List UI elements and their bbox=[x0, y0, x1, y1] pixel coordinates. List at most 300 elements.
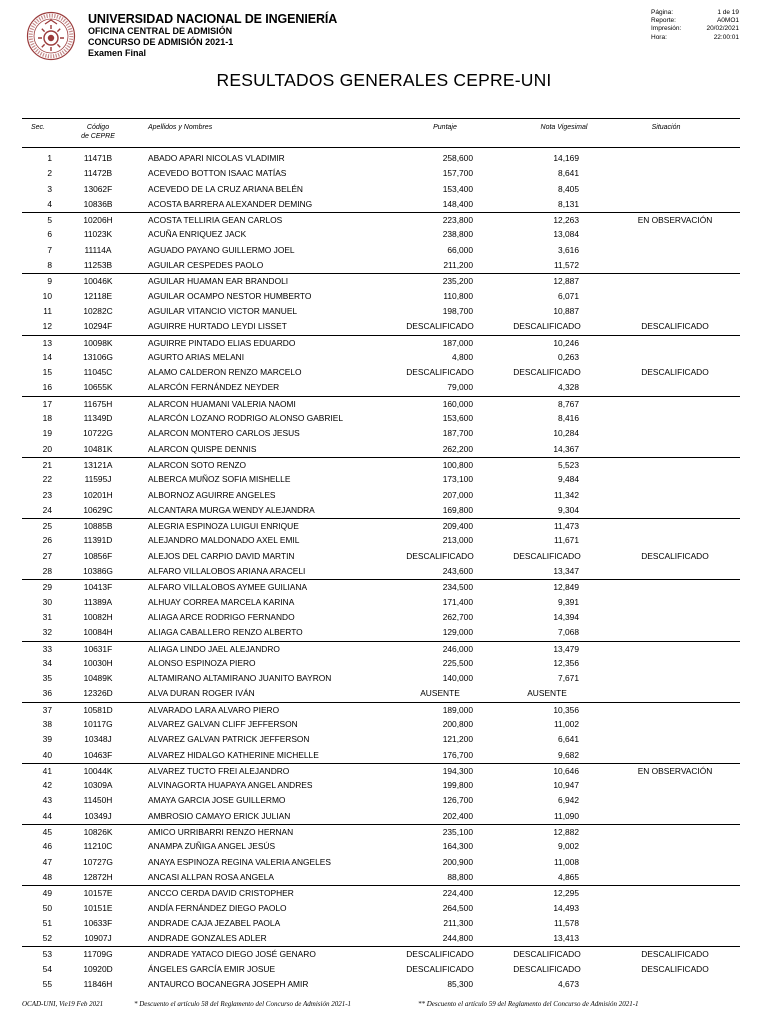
seq-cell: 54 bbox=[42, 963, 52, 974]
seq-cell: 34 bbox=[42, 657, 52, 668]
name-cell: ALARCON QUISPE DENNIS bbox=[148, 443, 257, 454]
code-cell: 11210C bbox=[83, 841, 113, 852]
seq-cell: 26 bbox=[42, 535, 52, 546]
time-label: Hora: bbox=[651, 33, 667, 41]
footer-note-1: * Descuento el artículo 58 del Reglamento del Concurso de Admisión 2021-1 bbox=[134, 1000, 352, 1008]
time-value: 22:00:01 bbox=[713, 33, 739, 41]
table-row bbox=[22, 686, 740, 701]
name-cell: ALVARADO LARA ALVARO PIERO bbox=[148, 704, 280, 715]
name-cell: ALBERCA MUÑOZ SOFIA MISHELLE bbox=[148, 474, 291, 485]
contest-name: CONCURSO DE ADMISIÓN 2021-1 bbox=[88, 37, 234, 47]
table-row bbox=[22, 335, 740, 350]
grade-cell: 10,646 bbox=[553, 765, 579, 776]
seq-cell: 39 bbox=[42, 734, 52, 745]
score-cell: 234,500 bbox=[442, 582, 473, 593]
code-cell: 13062F bbox=[83, 183, 113, 194]
score-cell: 225,500 bbox=[442, 657, 473, 668]
code-cell: 10629C bbox=[83, 504, 113, 515]
seq-cell: 14 bbox=[42, 351, 52, 362]
grade-cell: 13,347 bbox=[553, 566, 579, 577]
grade-cell: 11,572 bbox=[554, 260, 579, 271]
table-row bbox=[22, 717, 740, 732]
seq-cell: 46 bbox=[42, 841, 52, 852]
code-cell: 12872H bbox=[83, 871, 113, 882]
code-cell: 11389A bbox=[83, 596, 113, 607]
name-cell: ALVINAGORTA HUAPAYA ANGEL ANDRES bbox=[148, 780, 313, 791]
code-cell: 10856F bbox=[83, 550, 113, 561]
score-cell: 187,000 bbox=[442, 337, 473, 348]
grade-cell: 9,484 bbox=[558, 474, 579, 485]
grade-cell: 12,295 bbox=[553, 888, 579, 899]
name-cell: ANDÍA FERNÁNDEZ DIEGO PAOLO bbox=[148, 902, 287, 913]
col-code-header-line1: Código bbox=[86, 124, 110, 131]
grade-cell: 11,090 bbox=[554, 810, 579, 821]
code-cell: 10481K bbox=[83, 443, 113, 454]
score-cell: 169,800 bbox=[442, 504, 473, 515]
exam-name: Examen Final bbox=[88, 48, 147, 58]
score-cell: 173,100 bbox=[442, 474, 473, 485]
score-cell: 153,400 bbox=[442, 183, 473, 194]
table-row bbox=[22, 671, 740, 686]
score-cell: 262,200 bbox=[442, 443, 473, 454]
table-row bbox=[22, 380, 740, 395]
status-cell: DESCALIFICADO bbox=[641, 367, 709, 378]
seq-cell: 15 bbox=[42, 367, 52, 378]
score-cell: 213,000 bbox=[442, 535, 473, 546]
code-cell: 10082H bbox=[83, 611, 113, 622]
name-cell: AGUIRRE HURTADO LEYDI LISSET bbox=[148, 321, 287, 332]
name-cell: ALTAMIRANO ALTAMIRANO JUANITO BAYRON bbox=[148, 673, 332, 684]
grade-cell: 12,356 bbox=[553, 657, 579, 668]
table-row bbox=[22, 549, 740, 564]
seq-cell: 19 bbox=[42, 428, 52, 439]
grade-cell: 11,342 bbox=[554, 489, 579, 500]
code-cell: 10826K bbox=[83, 827, 113, 838]
name-cell: AGUILAR HUAMAN EAR BRANDOLI bbox=[148, 276, 289, 287]
code-cell: 11675H bbox=[83, 398, 113, 409]
score-cell: 126,700 bbox=[442, 795, 473, 806]
seq-cell: 47 bbox=[42, 856, 52, 867]
table-row bbox=[22, 503, 740, 518]
table-row bbox=[22, 243, 740, 258]
seq-cell: 23 bbox=[42, 489, 52, 500]
name-cell: ALVA DURAN ROGER IVÁN bbox=[148, 688, 255, 699]
header-bottom-rule bbox=[22, 147, 740, 148]
grade-cell: 11,671 bbox=[554, 535, 579, 546]
table-row bbox=[22, 931, 740, 946]
status-cell: DESCALIFICADO bbox=[641, 949, 709, 960]
print-value: 20/02/2021 bbox=[706, 25, 739, 33]
status-cell: DESCALIFICADO bbox=[641, 550, 709, 561]
score-cell: 100,800 bbox=[442, 459, 473, 470]
name-cell: ALARCON MONTERO CARLOS JESUS bbox=[148, 428, 300, 439]
code-cell: 10655K bbox=[83, 382, 113, 393]
grade-cell: 8,641 bbox=[558, 168, 579, 179]
seq-cell: 3 bbox=[47, 183, 52, 194]
code-cell: 11595J bbox=[84, 474, 112, 485]
code-cell: 10030H bbox=[83, 657, 113, 668]
seq-cell: 53 bbox=[42, 949, 52, 960]
name-cell: ANAMPA ZUÑIGA ANGEL JESÚS bbox=[148, 841, 276, 852]
score-cell: 164,300 bbox=[442, 841, 473, 852]
grade-cell: 6,071 bbox=[558, 290, 579, 301]
seq-cell: 35 bbox=[42, 673, 52, 684]
score-cell: 194,300 bbox=[442, 765, 473, 776]
seq-cell: 24 bbox=[42, 504, 52, 515]
grade-cell: 4,673 bbox=[558, 979, 579, 990]
code-cell: 11472B bbox=[83, 168, 113, 179]
header-block bbox=[88, 12, 337, 59]
table-row bbox=[22, 901, 740, 916]
score-cell: 209,400 bbox=[442, 521, 473, 532]
table-row bbox=[22, 365, 740, 380]
grade-cell: 14,169 bbox=[553, 153, 579, 163]
grade-cell: 6,641 bbox=[558, 734, 579, 745]
code-cell: 10386G bbox=[83, 566, 113, 577]
name-cell: AMBROSIO CAMAYO ERICK JULIAN bbox=[148, 810, 291, 821]
score-cell: DESCALIFICADO bbox=[406, 949, 474, 960]
table-row bbox=[22, 824, 740, 839]
code-cell: 10920D bbox=[83, 963, 113, 974]
score-cell: 262,700 bbox=[442, 611, 473, 622]
table-row bbox=[22, 457, 740, 472]
name-cell: ALARCÓN FERNÁNDEZ NEYDER bbox=[148, 382, 280, 393]
seq-cell: 6 bbox=[47, 229, 52, 240]
score-cell: 244,800 bbox=[442, 933, 473, 944]
code-cell: 10463F bbox=[83, 749, 113, 760]
university-seal-icon bbox=[26, 11, 76, 61]
seq-cell: 37 bbox=[42, 704, 52, 715]
score-cell: 202,400 bbox=[442, 810, 473, 821]
score-cell: 148,400 bbox=[442, 198, 473, 209]
university-name: UNIVERSIDAD NACIONAL DE INGENIERÍA bbox=[88, 12, 338, 26]
score-cell: 157,700 bbox=[442, 168, 473, 179]
table-row bbox=[22, 396, 740, 411]
name-cell: ANDRADE GONZALES ADLER bbox=[148, 933, 267, 944]
grade-cell: 10,887 bbox=[553, 305, 579, 316]
seq-cell: 27 bbox=[42, 550, 52, 561]
table-row bbox=[22, 763, 740, 778]
report-label: Reporte: bbox=[651, 17, 676, 25]
seq-cell: 30 bbox=[42, 596, 52, 607]
grade-cell: 10,947 bbox=[553, 780, 579, 791]
name-cell: ABADO APARI NICOLAS VLADIMIR bbox=[148, 153, 285, 163]
table-row bbox=[22, 258, 740, 273]
seq-cell: 32 bbox=[42, 627, 52, 638]
code-cell: 11045C bbox=[83, 367, 113, 378]
print-label: Impresión: bbox=[651, 25, 682, 33]
grade-cell: 9,002 bbox=[558, 841, 579, 852]
table-row bbox=[22, 488, 740, 503]
grade-cell: AUSENTE bbox=[527, 688, 567, 699]
seq-cell: 25 bbox=[42, 521, 52, 532]
col-code-header-line2: de CEPRE bbox=[81, 133, 115, 140]
name-cell: ALARCON HUAMANI VALERIA NAOMI bbox=[148, 398, 296, 409]
code-cell: 10885B bbox=[83, 521, 113, 532]
seq-cell: 21 bbox=[42, 459, 52, 470]
table-row bbox=[22, 732, 740, 747]
seq-cell: 51 bbox=[42, 917, 52, 928]
score-cell: 264,500 bbox=[442, 902, 473, 913]
col-status-header: Situación bbox=[651, 124, 681, 131]
table-row bbox=[22, 166, 740, 181]
header-top-rule bbox=[22, 118, 740, 119]
footer-left: OCAD-UNI, Vie19 Feb 2021 bbox=[22, 1000, 104, 1008]
name-cell: AGUILAR OCAMPO NESTOR HUMBERTO bbox=[148, 290, 312, 301]
seq-cell: 29 bbox=[42, 582, 52, 593]
score-cell: 211,300 bbox=[443, 917, 473, 928]
code-cell: 11349D bbox=[83, 413, 113, 424]
page-value: 1 de 19 bbox=[717, 9, 739, 16]
score-cell: 211,200 bbox=[443, 260, 473, 271]
table-row bbox=[22, 579, 740, 594]
score-cell: 207,000 bbox=[442, 489, 473, 500]
grade-cell: 14,493 bbox=[553, 902, 579, 913]
name-cell: AMAYA GARCIA JOSE GUILLERMO bbox=[148, 795, 286, 806]
grade-cell: 7,068 bbox=[558, 627, 579, 638]
table-row bbox=[22, 702, 740, 717]
grade-cell: 9,391 bbox=[558, 596, 579, 607]
table-row bbox=[22, 533, 740, 548]
status-cell: EN OBSERVACIÓN bbox=[637, 215, 713, 226]
seq-cell: 40 bbox=[42, 749, 52, 760]
name-cell: ALFARO VILLALOBOS ARIANA ARACELI bbox=[148, 566, 306, 577]
score-cell: AUSENTE bbox=[420, 688, 460, 699]
table-row bbox=[22, 319, 740, 334]
score-cell: 85,300 bbox=[447, 979, 473, 990]
table-row bbox=[22, 625, 740, 640]
seq-cell: 41 bbox=[42, 765, 52, 776]
seq-cell: 11 bbox=[43, 305, 52, 316]
name-cell: ALVAREZ HIDALGO KATHERINE MICHELLE bbox=[148, 749, 319, 760]
score-cell: 246,000 bbox=[442, 643, 473, 654]
name-cell: ALONSO ESPINOZA PIERO bbox=[148, 657, 256, 668]
grade-cell: 12,887 bbox=[553, 276, 579, 287]
seq-cell: 17 bbox=[42, 398, 52, 409]
code-cell: 10349J bbox=[84, 810, 112, 821]
office-name: OFICINA CENTRAL DE ADMISIÓN bbox=[88, 26, 233, 36]
seq-cell: 7 bbox=[47, 244, 52, 255]
grade-cell: 4,328 bbox=[558, 382, 579, 393]
score-cell: 121,200 bbox=[442, 734, 473, 745]
seq-cell: 50 bbox=[42, 902, 52, 913]
table-row bbox=[22, 426, 740, 441]
name-cell: AGUADO PAYANO GUILLERMO JOEL bbox=[148, 244, 295, 255]
grade-cell: 3,616 bbox=[558, 244, 579, 255]
code-cell: 10633F bbox=[83, 917, 113, 928]
name-cell: ALARCÓN LOZANO RODRIGO ALONSO GABRIEL bbox=[148, 413, 343, 424]
seq-cell: 1 bbox=[47, 153, 52, 163]
grade-cell: DESCALIFICADO bbox=[513, 963, 581, 974]
table-row bbox=[22, 564, 740, 579]
table-row bbox=[22, 182, 740, 197]
col-name-header: Apellidos y Nombres bbox=[148, 124, 213, 131]
table-row bbox=[22, 748, 740, 763]
status-cell: EN OBSERVACIÓN bbox=[637, 765, 713, 776]
code-cell: 10206H bbox=[83, 215, 113, 226]
score-cell: 79,000 bbox=[447, 382, 473, 393]
code-cell: 10046K bbox=[83, 276, 113, 287]
name-cell: ALIAGA LINDO JAEL ALEJANDRO bbox=[148, 643, 280, 654]
name-cell: ÁNGELES GARCÍA EMIR JOSUE bbox=[148, 963, 276, 974]
name-cell: ANCASI ALLPAN ROSA ANGELA bbox=[148, 871, 274, 882]
code-cell: 10117G bbox=[83, 718, 113, 729]
score-cell: 171,400 bbox=[442, 596, 473, 607]
grade-cell: 12,882 bbox=[553, 827, 579, 838]
score-cell: 224,400 bbox=[442, 888, 473, 899]
table-row bbox=[22, 916, 740, 931]
grade-cell: 11,002 bbox=[554, 718, 579, 729]
table-row bbox=[22, 442, 740, 457]
name-cell: ANDRADE CAJA JEZABEL PAOLA bbox=[148, 917, 281, 928]
table-row bbox=[22, 273, 740, 288]
table-row bbox=[22, 289, 740, 304]
code-cell: 10201H bbox=[83, 489, 113, 500]
name-cell: ACOSTA BARRERA ALEXANDER DEMING bbox=[148, 198, 313, 209]
code-cell: 10489K bbox=[83, 673, 113, 684]
grade-cell: 8,131 bbox=[558, 198, 579, 209]
seq-cell: 48 bbox=[42, 871, 52, 882]
seq-cell: 4 bbox=[47, 198, 52, 209]
table-row bbox=[22, 656, 740, 671]
score-cell: 4,800 bbox=[452, 351, 473, 362]
name-cell: ALVAREZ GALVAN CLIFF JEFFERSON bbox=[148, 718, 298, 729]
grade-cell: 6,942 bbox=[558, 795, 579, 806]
seq-cell: 22 bbox=[42, 474, 52, 485]
code-cell: 10151E bbox=[83, 902, 113, 913]
grade-cell: 8,767 bbox=[558, 398, 579, 409]
name-cell: ACUÑA ENRIQUEZ JACK bbox=[148, 229, 247, 240]
seq-cell: 33 bbox=[42, 643, 52, 654]
name-cell: AMICO URRIBARRI RENZO HERNAN bbox=[148, 827, 294, 838]
table-row bbox=[22, 809, 740, 824]
name-cell: ALIAGA CABALLERO RENZO ALBERTO bbox=[148, 627, 303, 638]
grade-cell: 13,084 bbox=[553, 229, 579, 240]
grade-cell: 14,367 bbox=[553, 443, 579, 454]
grade-cell: DESCALIFICADO bbox=[513, 949, 581, 960]
name-cell: ACEVEDO BOTTON ISAAC MATÍAS bbox=[148, 168, 287, 179]
code-cell: 12118E bbox=[83, 290, 113, 301]
table-row bbox=[22, 472, 740, 487]
score-cell: 199,800 bbox=[442, 780, 473, 791]
code-cell: 10348J bbox=[84, 734, 112, 745]
code-cell: 10581D bbox=[83, 704, 113, 715]
seq-cell: 36 bbox=[42, 688, 52, 699]
code-cell: 11846H bbox=[83, 979, 113, 990]
col-score-header: Puntaje bbox=[433, 124, 457, 131]
seq-cell: 45 bbox=[42, 827, 52, 838]
table-row bbox=[22, 411, 740, 426]
code-cell: 10282C bbox=[83, 305, 113, 316]
score-cell: 200,900 bbox=[442, 856, 473, 867]
score-cell: DESCALIFICADO bbox=[406, 367, 474, 378]
table-row bbox=[22, 151, 740, 166]
seq-cell: 55 bbox=[42, 979, 52, 990]
table-row bbox=[22, 839, 740, 854]
name-cell: ALARCON SOTO RENZO bbox=[148, 459, 247, 470]
seq-cell: 42 bbox=[42, 780, 52, 791]
name-cell: ACOSTA TELLIRIA GEAN CARLOS bbox=[148, 215, 283, 226]
table-row bbox=[22, 641, 740, 656]
grade-cell: 14,394 bbox=[553, 611, 579, 622]
name-cell: ANTAURCO BOCANEGRA JOSEPH AMIR bbox=[148, 979, 309, 990]
code-cell: 10294F bbox=[83, 321, 113, 332]
code-cell: 13121A bbox=[83, 459, 113, 470]
table-row bbox=[22, 855, 740, 870]
score-cell: 153,600 bbox=[442, 413, 473, 424]
code-cell: 11253B bbox=[83, 260, 113, 271]
seq-cell: 13 bbox=[42, 337, 52, 348]
seq-cell: 18 bbox=[42, 413, 52, 424]
score-cell: 110,800 bbox=[443, 290, 473, 301]
code-cell: 11114A bbox=[84, 244, 112, 255]
grade-cell: 11,578 bbox=[554, 917, 579, 928]
table-row bbox=[22, 610, 740, 625]
score-cell: DESCALIFICADO bbox=[406, 963, 474, 974]
col-grade-header: Nota Vigesimal bbox=[540, 124, 588, 131]
score-cell: 129,000 bbox=[442, 627, 473, 638]
col-seq-header: Sec. bbox=[30, 124, 45, 131]
name-cell: ALAMO CALDERON RENZO MARCELO bbox=[148, 367, 302, 378]
code-cell: 11471B bbox=[83, 153, 113, 163]
grade-cell: 13,413 bbox=[553, 933, 579, 944]
name-cell: ALVAREZ GALVAN PATRICK JEFFERSON bbox=[148, 734, 310, 745]
code-cell: 11023K bbox=[83, 229, 113, 240]
table-row bbox=[22, 885, 740, 900]
grade-cell: 8,405 bbox=[558, 183, 579, 194]
grade-cell: 12,849 bbox=[553, 582, 579, 593]
report-meta bbox=[651, 9, 739, 42]
name-cell: ACEVEDO DE LA CRUZ ARIANA BELÉN bbox=[148, 183, 303, 194]
table-row bbox=[22, 977, 740, 992]
seq-cell: 44 bbox=[42, 810, 52, 821]
grade-cell: 13,479 bbox=[553, 643, 579, 654]
code-cell: 10907J bbox=[84, 933, 112, 944]
score-cell: 238,800 bbox=[442, 229, 473, 240]
seq-cell: 2 bbox=[47, 168, 52, 179]
seq-cell: 10 bbox=[42, 290, 52, 301]
grade-cell: 10,246 bbox=[553, 337, 579, 348]
seq-cell: 49 bbox=[42, 888, 52, 899]
grade-cell: 12,263 bbox=[553, 215, 579, 226]
name-cell: AGUIRRE PINTADO ELIAS EDUARDO bbox=[148, 337, 296, 348]
score-cell: 88,800 bbox=[447, 871, 473, 882]
code-cell: 10727G bbox=[83, 856, 113, 867]
status-cell: DESCALIFICADO bbox=[641, 321, 709, 332]
code-cell: 11709G bbox=[83, 949, 113, 960]
score-cell: 243,600 bbox=[442, 566, 473, 577]
code-cell: 10722G bbox=[83, 428, 113, 439]
code-cell: 11450H bbox=[83, 795, 113, 806]
grade-cell: 11,008 bbox=[554, 856, 579, 867]
grade-cell: 8,416 bbox=[558, 413, 579, 424]
code-cell: 10836B bbox=[83, 198, 113, 209]
grade-cell: 7,671 bbox=[558, 673, 579, 684]
score-cell: 187,700 bbox=[442, 428, 473, 439]
results-table bbox=[22, 151, 740, 992]
status-cell: DESCALIFICADO bbox=[641, 963, 709, 974]
name-cell: AGUILAR VITANCIO VICTOR MANUEL bbox=[148, 305, 298, 316]
seq-cell: 52 bbox=[42, 933, 52, 944]
score-cell: 189,000 bbox=[442, 704, 473, 715]
seq-cell: 20 bbox=[42, 443, 52, 454]
name-cell: ALFARO VILLALOBOS AYMEE GUILIANA bbox=[148, 582, 308, 593]
score-cell: 223,800 bbox=[442, 215, 473, 226]
score-cell: 160,000 bbox=[442, 398, 473, 409]
name-cell: AGURTO ARIAS MELANI bbox=[148, 351, 245, 362]
seq-cell: 8 bbox=[47, 260, 52, 271]
name-cell: ANAYA ESPINOZA REGINA VALERIA ANGELES bbox=[148, 856, 331, 867]
